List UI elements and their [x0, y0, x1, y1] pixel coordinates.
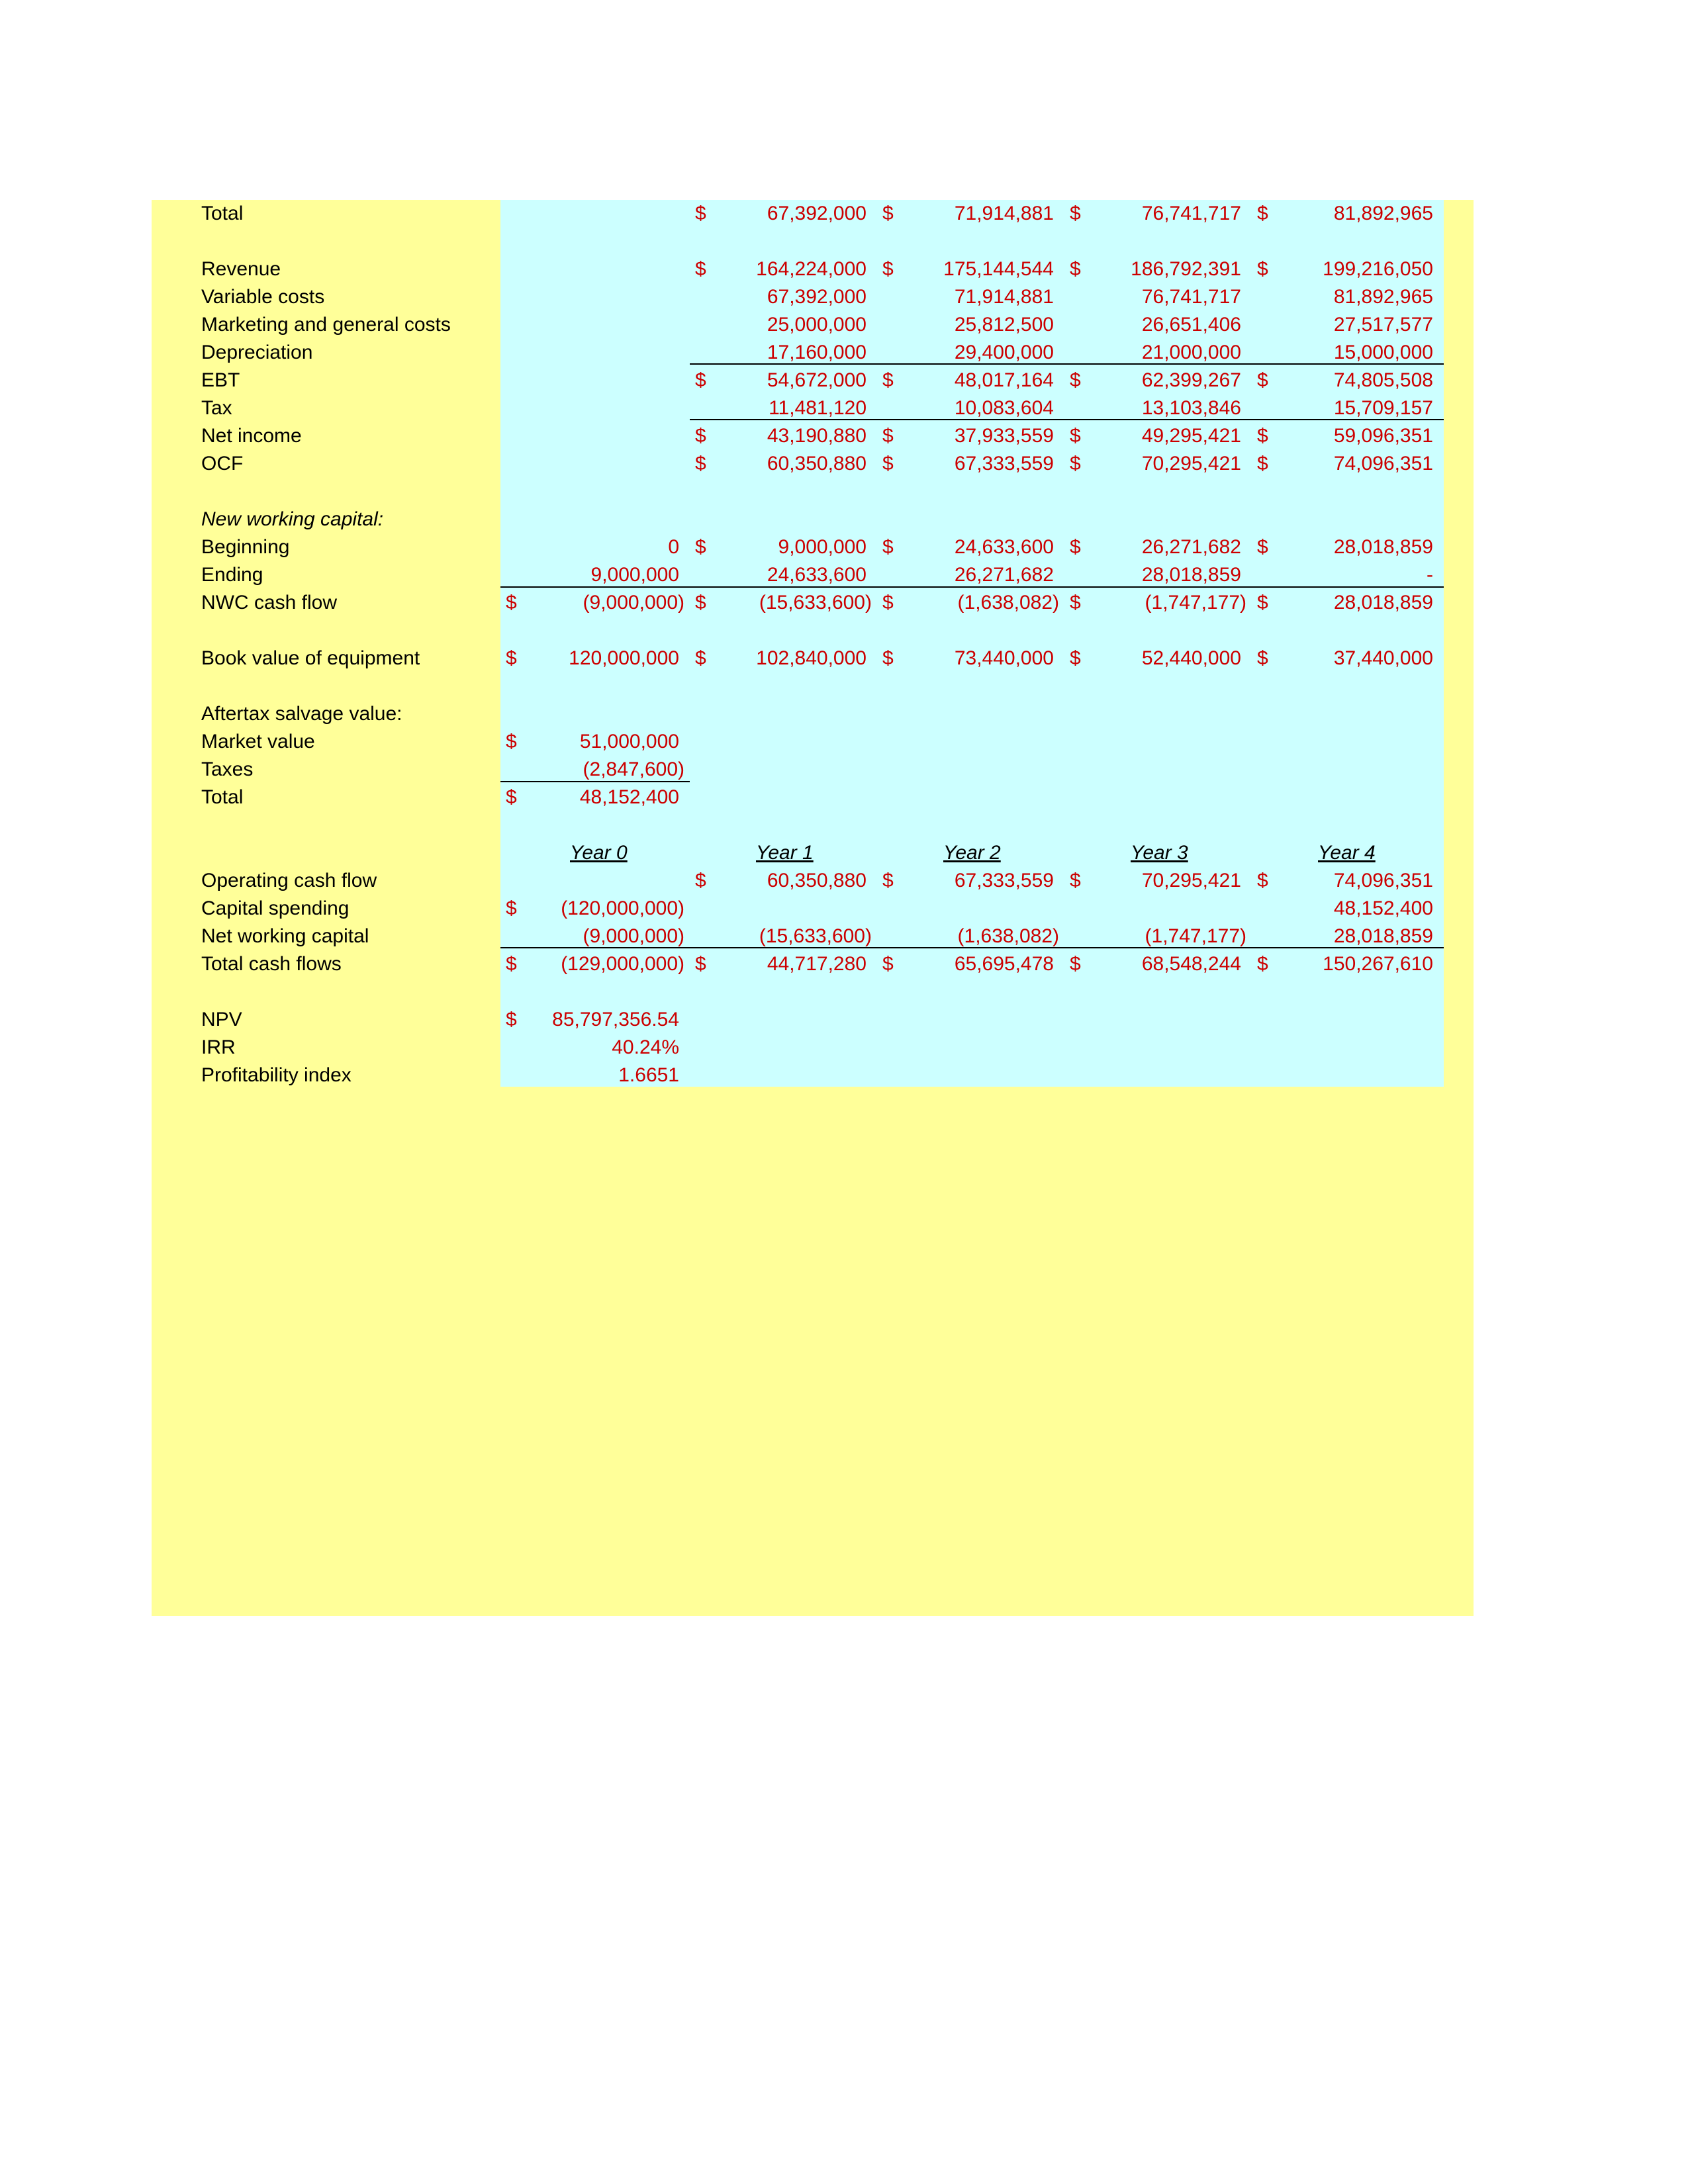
cell-value: 59,096,351 [1333, 425, 1433, 447]
currency-symbol: $ [1070, 203, 1081, 224]
row-label[interactable]: Total cash flows [201, 953, 342, 975]
cell-value: 28,018,859 [1333, 592, 1433, 614]
currency-symbol: $ [695, 203, 706, 224]
cell-value: 26,271,682 [1141, 536, 1241, 558]
currency-symbol: $ [882, 453, 894, 475]
cell-value: 28,018,859 [1333, 925, 1433, 947]
year-header: Year 4 [1318, 842, 1376, 864]
table-row [0, 283, 1688, 311]
cell-value: (15,633,600) [759, 925, 872, 947]
table-row [0, 923, 1688, 950]
currency-symbol: $ [506, 953, 517, 975]
cell-value: 67,392,000 [767, 203, 867, 224]
cell-year-3[interactable] [1064, 923, 1252, 950]
cell-year-1[interactable] [690, 450, 877, 478]
currency-symbol: $ [882, 870, 894, 891]
currency-symbol: $ [506, 592, 517, 614]
table-row [0, 422, 1688, 450]
cell-year-1[interactable] [690, 645, 877, 672]
cell-year-1[interactable] [690, 867, 877, 895]
currency-symbol: $ [695, 953, 706, 975]
cell-value: 9,000,000 [778, 536, 867, 558]
table-row [0, 450, 1688, 478]
row-label[interactable]: Ending [201, 564, 263, 586]
table-row [0, 394, 1688, 422]
cell-year-4[interactable] [1252, 950, 1444, 978]
cell-year-2[interactable] [877, 867, 1064, 895]
table-row [0, 950, 1688, 978]
currency-symbol: $ [882, 536, 894, 558]
cell-year-3[interactable] [1064, 450, 1252, 478]
cell-year-3[interactable] [1064, 394, 1252, 422]
cell-year-3[interactable] [1064, 367, 1252, 394]
cell-value: (9,000,000) [583, 592, 684, 614]
table-row [0, 784, 1688, 811]
currency-symbol: $ [1257, 453, 1268, 475]
year-header: Year 2 [943, 842, 1001, 864]
cell-value: 1.6651 [618, 1064, 679, 1086]
table-row [0, 645, 1688, 672]
cell-value: 27,517,577 [1333, 314, 1433, 336]
cell-value: 44,717,280 [767, 953, 867, 975]
currency-symbol: $ [1070, 258, 1081, 280]
cell-year-4[interactable] [1252, 645, 1444, 672]
cell-year-4[interactable] [1252, 339, 1444, 367]
row-label[interactable]: Beginning [201, 536, 290, 558]
cell-value: 9,000,000 [590, 564, 679, 586]
cell-year-4[interactable] [1252, 422, 1444, 450]
cell-value: 85,797,356.54 [552, 1009, 679, 1030]
table-row [0, 200, 1688, 228]
cell-year-1[interactable] [690, 283, 877, 311]
cell-year-2[interactable] [877, 255, 1064, 283]
cell-year-3[interactable] [1064, 867, 1252, 895]
cell-value: 68,548,244 [1141, 953, 1241, 975]
cell-value: 54,672,000 [767, 369, 867, 391]
cell-year-1[interactable] [690, 367, 877, 394]
cell-year-4[interactable] [1252, 923, 1444, 950]
cell-year-0[interactable] [500, 839, 690, 867]
cell-year-4[interactable] [1252, 589, 1444, 617]
cell-value: 74,805,508 [1333, 369, 1433, 391]
cell-year-2[interactable] [877, 200, 1064, 228]
cell-value: 73,440,000 [954, 647, 1054, 669]
currency-symbol: $ [1257, 647, 1268, 669]
cell-year-1[interactable] [690, 422, 877, 450]
cell-value: (1,638,082) [957, 925, 1059, 947]
cell-value: (1,747,177) [1145, 592, 1246, 614]
row-label[interactable]: Profitability index [201, 1064, 352, 1086]
cell-value: 81,892,965 [1333, 286, 1433, 308]
row-label[interactable]: OCF [201, 453, 244, 475]
cell-value: 52,440,000 [1141, 647, 1241, 669]
currency-symbol: $ [882, 425, 894, 447]
cell-year-0[interactable] [500, 784, 690, 811]
cell-year-0[interactable] [500, 1062, 690, 1089]
row-label[interactable]: Capital spending [201, 897, 350, 919]
cell-year-4[interactable] [1252, 394, 1444, 422]
cell-value: 76,741,717 [1141, 286, 1241, 308]
cell-year-1[interactable] [690, 200, 877, 228]
row-label[interactable]: Net income [201, 425, 302, 447]
currency-symbol: $ [695, 425, 706, 447]
currency-symbol: $ [1070, 870, 1081, 891]
cell-year-0[interactable] [500, 923, 690, 950]
cell-year-4[interactable] [1252, 839, 1444, 867]
cell-value: 37,933,559 [954, 425, 1054, 447]
cell-value: 21,000,000 [1141, 341, 1241, 363]
cell-year-0[interactable] [500, 1006, 690, 1034]
table-row [0, 255, 1688, 283]
cell-value: 51,000,000 [579, 731, 679, 752]
cell-value: 199,216,050 [1323, 258, 1433, 280]
cell-year-2[interactable] [877, 561, 1064, 589]
cell-value: 15,709,157 [1333, 397, 1433, 419]
cell-year-3[interactable] [1064, 422, 1252, 450]
cell-value: 62,399,267 [1141, 369, 1241, 391]
year-header: Year 3 [1131, 842, 1188, 864]
cell-value: 150,267,610 [1323, 953, 1433, 975]
currency-symbol: $ [1070, 536, 1081, 558]
year-header: Year 1 [756, 842, 814, 864]
currency-symbol: $ [1257, 425, 1268, 447]
row-label[interactable]: Aftertax salvage value: [201, 703, 402, 725]
table-row [0, 1062, 1688, 1089]
cell-year-2[interactable] [877, 450, 1064, 478]
cell-year-4[interactable] [1252, 533, 1444, 561]
currency-symbol: $ [695, 369, 706, 391]
cell-year-1[interactable] [690, 589, 877, 617]
cell-value: (9,000,000) [583, 925, 684, 947]
row-label[interactable]: Total [201, 786, 244, 808]
cell-year-1[interactable] [690, 561, 877, 589]
cell-year-4[interactable] [1252, 367, 1444, 394]
row-label[interactable]: Revenue [201, 258, 281, 280]
currency-symbol: $ [882, 369, 894, 391]
cell-value: 102,840,000 [756, 647, 867, 669]
cell-year-3[interactable] [1064, 561, 1252, 589]
row-label[interactable]: NPV [201, 1009, 242, 1030]
cell-value: 0 [668, 536, 679, 558]
cell-year-1[interactable] [690, 533, 877, 561]
cell-value: 67,333,559 [954, 870, 1054, 891]
row-label[interactable]: NWC cash flow [201, 592, 338, 614]
cell-value: 13,103,846 [1141, 397, 1241, 419]
cell-value: 15,000,000 [1333, 341, 1433, 363]
currency-symbol: $ [695, 870, 706, 891]
cell-value: 71,914,881 [954, 286, 1054, 308]
currency-symbol: $ [882, 953, 894, 975]
cell-year-0[interactable] [500, 589, 690, 617]
cell-value: 24,633,600 [954, 536, 1054, 558]
cell-year-0[interactable] [500, 645, 690, 672]
table-row [0, 728, 1688, 756]
cell-year-4[interactable] [1252, 200, 1444, 228]
cell-value: 70,295,421 [1141, 870, 1241, 891]
cell-year-0[interactable] [500, 561, 690, 589]
cell-year-4[interactable] [1252, 867, 1444, 895]
cell-value: (2,847,600) [583, 758, 684, 780]
table-row [0, 533, 1688, 561]
currency-symbol: $ [506, 1009, 517, 1030]
cell-year-1[interactable] [690, 839, 877, 867]
cell-value: 29,400,000 [954, 341, 1054, 363]
cell-value: 186,792,391 [1131, 258, 1241, 280]
year-header: Year 0 [570, 842, 628, 864]
currency-symbol: $ [1257, 369, 1268, 391]
cell-year-0[interactable] [500, 533, 690, 561]
currency-symbol: $ [695, 258, 706, 280]
currency-symbol: $ [1070, 453, 1081, 475]
cell-year-4[interactable] [1252, 450, 1444, 478]
table-row [0, 756, 1688, 784]
cell-year-2[interactable] [877, 394, 1064, 422]
cell-value: 28,018,859 [1141, 564, 1241, 586]
cell-year-2[interactable] [877, 923, 1064, 950]
currency-symbol: $ [506, 647, 517, 669]
cell-value: 25,812,500 [954, 314, 1054, 336]
cell-year-2[interactable] [877, 311, 1064, 339]
cell-year-4[interactable] [1252, 895, 1444, 923]
currency-symbol: $ [882, 203, 894, 224]
cell-year-3[interactable] [1064, 311, 1252, 339]
row-label[interactable]: Book value of equipment [201, 647, 420, 669]
cell-year-3[interactable] [1064, 533, 1252, 561]
currency-symbol: $ [506, 786, 517, 808]
cell-value: 28,018,859 [1333, 536, 1433, 558]
currency-symbol: $ [1070, 647, 1081, 669]
cell-year-1[interactable] [690, 339, 877, 367]
currency-symbol: $ [1257, 592, 1268, 614]
cell-value: (15,633,600) [759, 592, 872, 614]
cell-year-0[interactable] [500, 895, 690, 923]
cell-year-1[interactable] [690, 311, 877, 339]
cell-value: 48,017,164 [954, 369, 1054, 391]
cell-year-3[interactable] [1064, 283, 1252, 311]
cell-value: 48,152,400 [579, 786, 679, 808]
table-row [0, 339, 1688, 367]
table-row [0, 1034, 1688, 1062]
cell-year-4[interactable] [1252, 561, 1444, 589]
table-row [0, 1006, 1688, 1034]
table-row [0, 700, 1688, 728]
cell-value: 67,333,559 [954, 453, 1054, 475]
table-row [0, 895, 1688, 923]
cell-value: 24,633,600 [767, 564, 867, 586]
border-ending-bottom [500, 586, 1444, 588]
cell-value: 11,481,120 [769, 397, 867, 419]
currency-symbol: $ [882, 592, 894, 614]
border-depreciation-bottom [690, 363, 1444, 365]
cell-value: 67,392,000 [767, 286, 867, 308]
cell-year-3[interactable] [1064, 255, 1252, 283]
cell-value: 17,160,000 [767, 341, 867, 363]
currency-symbol: $ [695, 536, 706, 558]
table-row [0, 867, 1688, 895]
cell-year-1[interactable] [690, 394, 877, 422]
currency-symbol: $ [1070, 369, 1081, 391]
row-label[interactable]: Taxes [201, 758, 254, 780]
cell-value: 48,152,400 [1333, 897, 1433, 919]
table-row [0, 506, 1688, 533]
cell-year-4[interactable] [1252, 283, 1444, 311]
cell-value: 26,651,406 [1141, 314, 1241, 336]
currency-symbol: $ [506, 731, 517, 752]
cell-year-3[interactable] [1064, 645, 1252, 672]
cell-value: 164,224,000 [756, 258, 867, 280]
border-tax-bottom [690, 419, 1444, 420]
currency-symbol: $ [1257, 870, 1268, 891]
cell-year-1[interactable] [690, 950, 877, 978]
cell-value: 74,096,351 [1333, 453, 1433, 475]
cell-value: (129,000,000) [561, 953, 684, 975]
cell-year-0[interactable] [500, 728, 690, 756]
cell-year-3[interactable] [1064, 839, 1252, 867]
currency-symbol: $ [695, 453, 706, 475]
row-label[interactable]: Operating cash flow [201, 870, 377, 891]
table-row [0, 311, 1688, 339]
cell-year-2[interactable] [877, 367, 1064, 394]
cell-value: 120,000,000 [569, 647, 679, 669]
row-label[interactable]: Depreciation [201, 341, 313, 363]
currency-symbol: $ [1257, 258, 1268, 280]
cell-value: 10,083,604 [954, 397, 1054, 419]
cell-year-2[interactable] [877, 645, 1064, 672]
table-row [0, 367, 1688, 394]
border-nwc-bottom [500, 947, 1444, 948]
row-label[interactable]: New working capital: [201, 508, 384, 530]
cell-value: 25,000,000 [767, 314, 867, 336]
row-label[interactable]: Market value [201, 731, 315, 752]
cell-year-3[interactable] [1064, 589, 1252, 617]
cell-value: (120,000,000) [561, 897, 684, 919]
table-row [0, 589, 1688, 617]
cell-value: 175,144,544 [943, 258, 1054, 280]
cell-value: 76,741,717 [1141, 203, 1241, 224]
currency-symbol: $ [1070, 592, 1081, 614]
border-taxes-bottom [500, 781, 690, 782]
cell-year-1[interactable] [690, 255, 877, 283]
cell-year-2[interactable] [877, 533, 1064, 561]
currency-symbol: $ [1070, 953, 1081, 975]
table-row [0, 839, 1688, 867]
cell-year-4[interactable] [1252, 255, 1444, 283]
cell-year-0[interactable] [500, 950, 690, 978]
cell-year-3[interactable] [1064, 339, 1252, 367]
row-label[interactable]: EBT [201, 369, 240, 391]
cell-value: 81,892,965 [1333, 203, 1433, 224]
currency-symbol: $ [695, 592, 706, 614]
cell-year-3[interactable] [1064, 950, 1252, 978]
currency-symbol: $ [1070, 425, 1081, 447]
row-label[interactable]: Total [201, 203, 244, 224]
cell-year-2[interactable] [877, 283, 1064, 311]
cell-year-0[interactable] [500, 1034, 690, 1062]
row-label[interactable]: IRR [201, 1036, 236, 1058]
cell-value: (1,638,082) [957, 592, 1059, 614]
currency-symbol: $ [695, 647, 706, 669]
cell-year-2[interactable] [877, 950, 1064, 978]
cell-value: - [1427, 564, 1433, 586]
cell-year-3[interactable] [1064, 200, 1252, 228]
cell-value: 74,096,351 [1333, 870, 1433, 891]
currency-symbol: $ [882, 647, 894, 669]
currency-symbol: $ [1257, 536, 1268, 558]
cell-year-2[interactable] [877, 839, 1064, 867]
currency-symbol: $ [506, 897, 517, 919]
cell-year-2[interactable] [877, 422, 1064, 450]
cell-year-2[interactable] [877, 339, 1064, 367]
row-label[interactable]: Marketing and general costs [201, 314, 451, 336]
row-label[interactable]: Variable costs [201, 286, 325, 308]
table-row [0, 561, 1688, 589]
cell-value: (1,747,177) [1145, 925, 1246, 947]
cell-value: 43,190,880 [767, 425, 867, 447]
row-label[interactable]: Tax [201, 397, 232, 419]
cell-value: 65,695,478 [954, 953, 1054, 975]
currency-symbol: $ [882, 258, 894, 280]
cell-value: 60,350,880 [767, 453, 867, 475]
currency-symbol: $ [1257, 203, 1268, 224]
cell-year-0[interactable] [500, 756, 690, 784]
cell-value: 70,295,421 [1141, 453, 1241, 475]
cell-value: 60,350,880 [767, 870, 867, 891]
cell-year-4[interactable] [1252, 311, 1444, 339]
cell-value: 26,271,682 [954, 564, 1054, 586]
cell-value: 49,295,421 [1141, 425, 1241, 447]
row-label[interactable]: Net working capital [201, 925, 369, 947]
cell-value: 37,440,000 [1333, 647, 1433, 669]
cell-year-1[interactable] [690, 923, 877, 950]
cell-year-2[interactable] [877, 589, 1064, 617]
currency-symbol: $ [1257, 953, 1268, 975]
cell-value: 40.24% [612, 1036, 679, 1058]
cell-value: 71,914,881 [954, 203, 1054, 224]
